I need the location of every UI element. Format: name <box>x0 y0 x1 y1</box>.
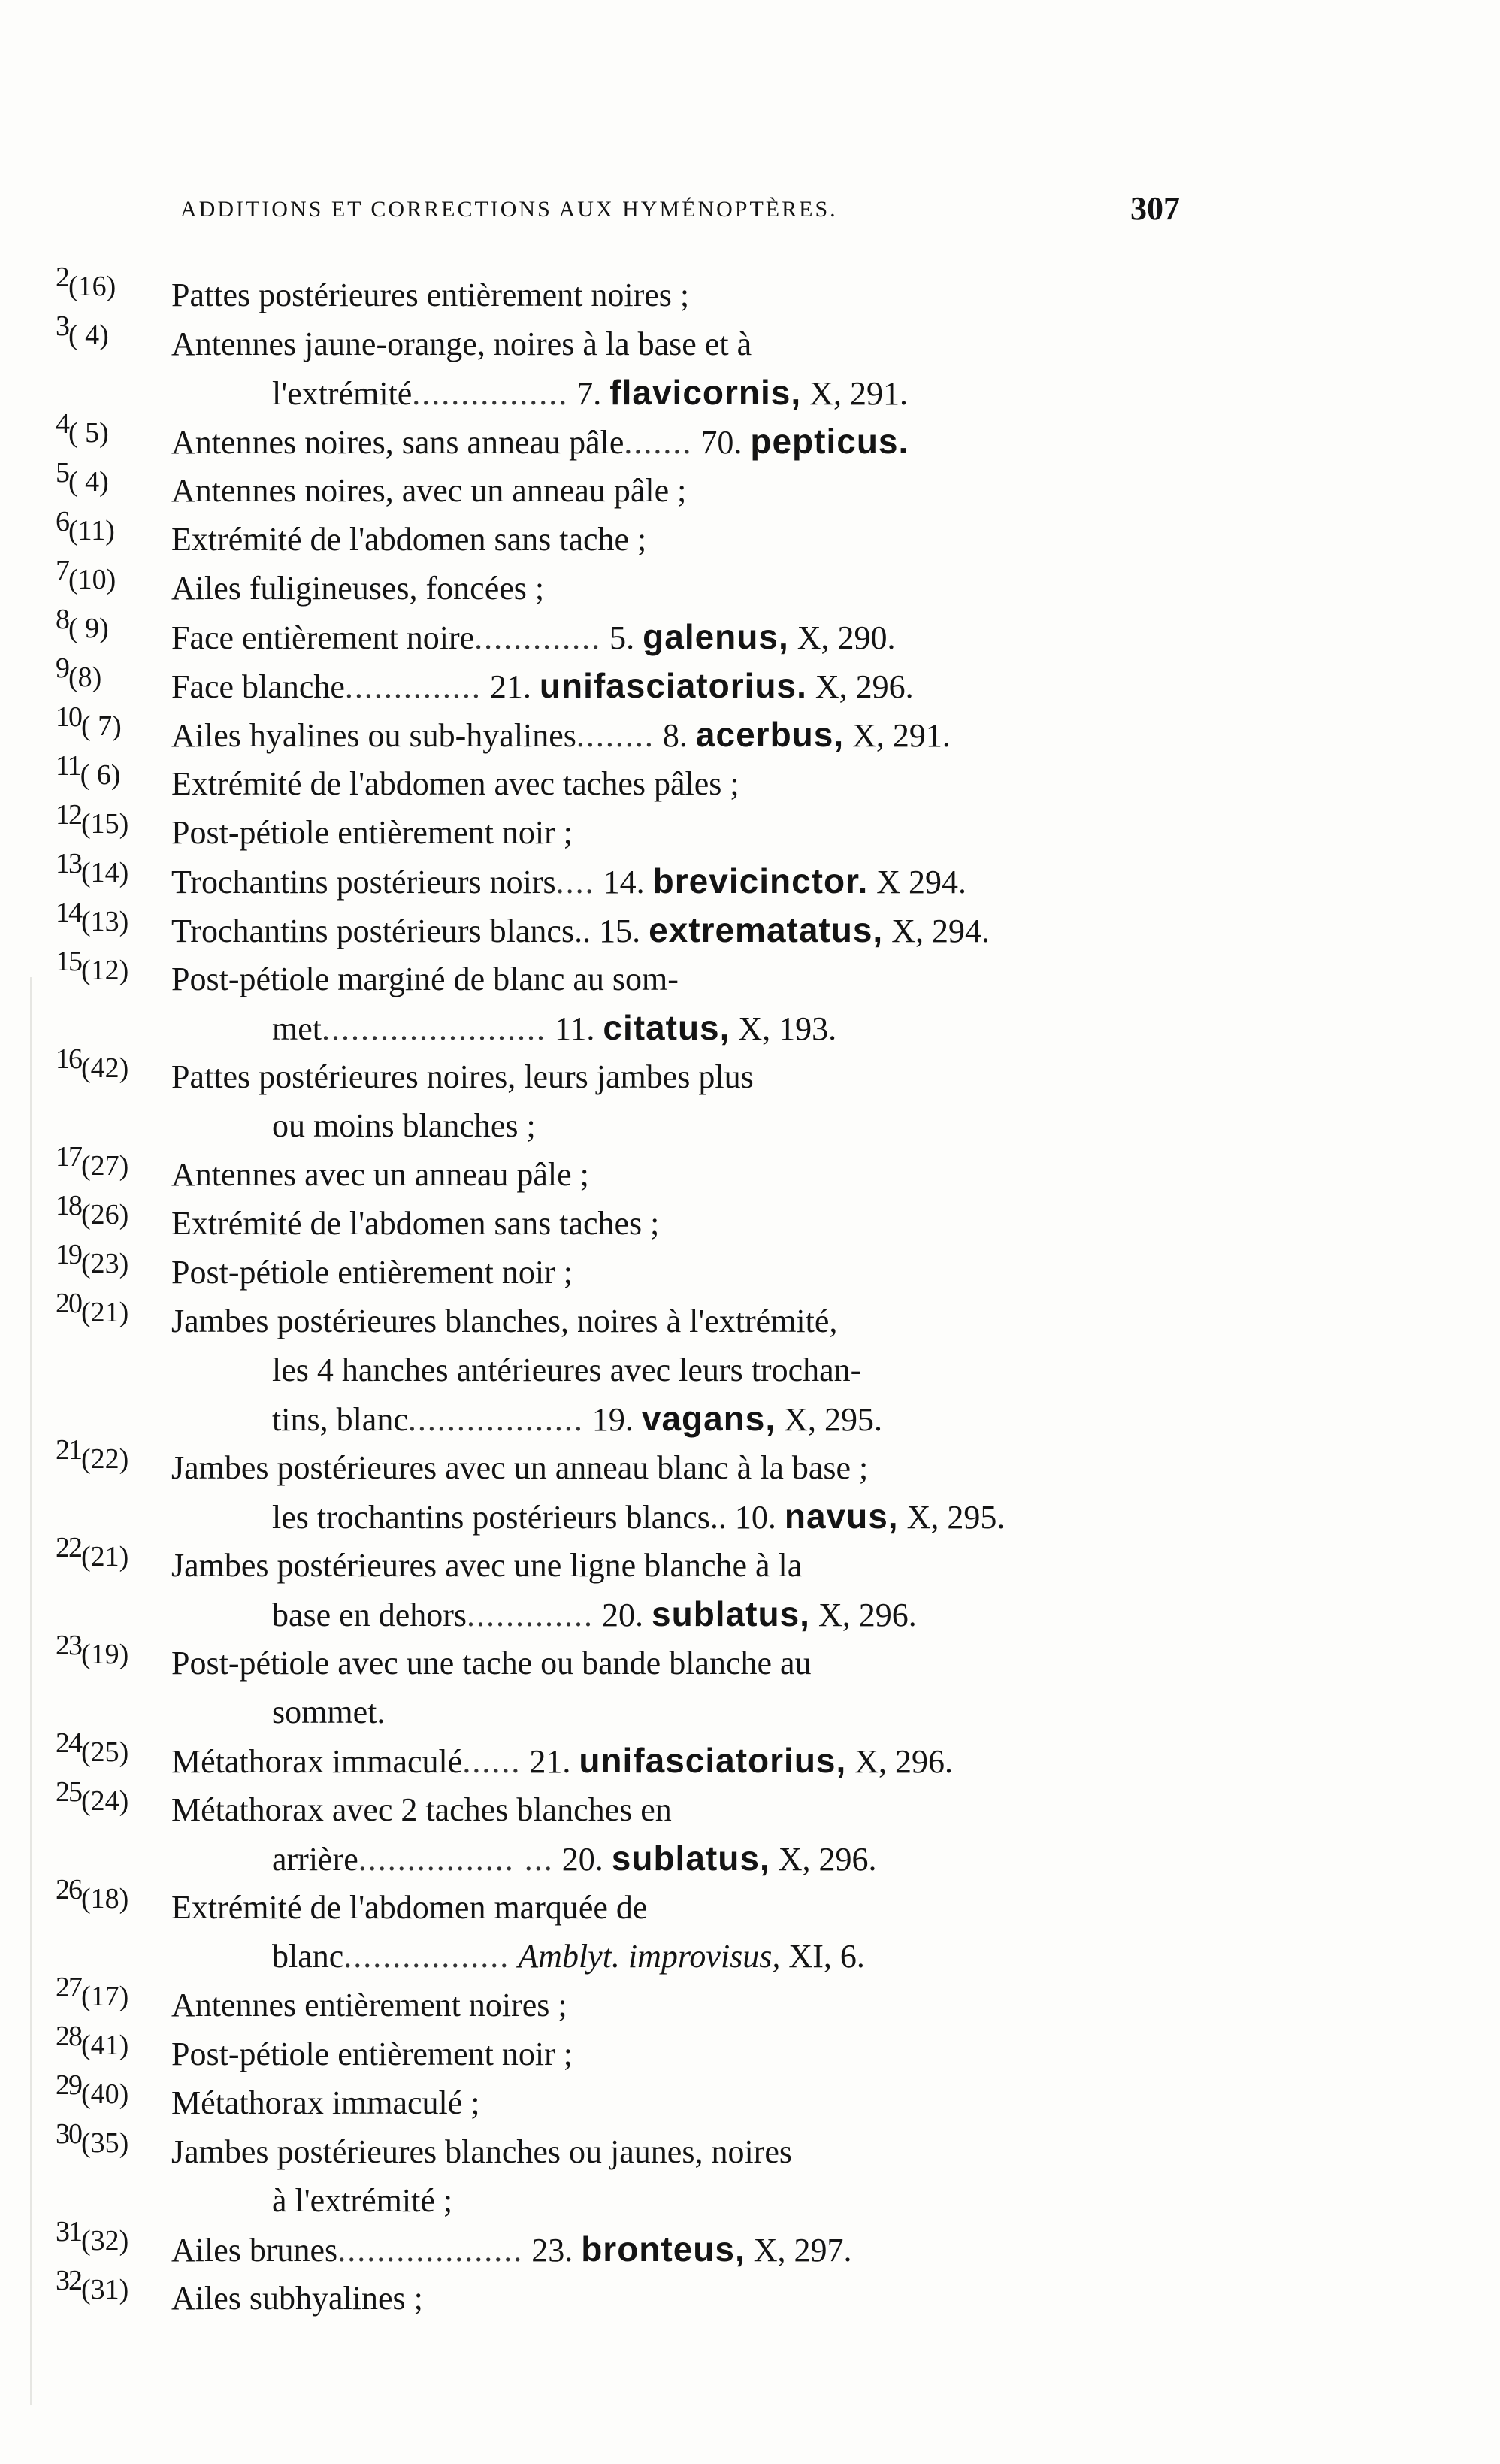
key-couplet-line <box>0 310 1500 368</box>
key-continuation-line <box>0 2176 1500 2225</box>
couplet-number: 28 <box>56 2021 81 2052</box>
key-continuation-line <box>0 1688 1500 1736</box>
couplet-reference <box>56 895 129 946</box>
couplet-number: 4 <box>56 408 68 440</box>
key-text <box>272 1346 861 1394</box>
species-number: 7. <box>576 375 602 412</box>
key-couplet-line <box>0 2118 1500 2176</box>
key-text <box>272 1101 536 1150</box>
character-description: arrière <box>272 1841 358 1878</box>
couplet-number: 16 <box>56 1043 81 1075</box>
couplet-number: 17 <box>56 1141 81 1173</box>
dot-leader: ............. <box>474 619 602 656</box>
key-text <box>171 1443 868 1492</box>
key-text <box>272 1492 1005 1542</box>
couplet-number: 7 <box>56 555 68 586</box>
couplet-number: 21 <box>56 1434 81 1466</box>
couplet-reference <box>56 1628 129 1679</box>
key-text <box>272 1003 836 1053</box>
couplet-reference <box>56 1726 129 1777</box>
couplet-back-reference: (17) <box>81 1981 129 2012</box>
couplet-back-reference: ( 6) <box>80 759 121 791</box>
couplet-number: 22 <box>56 1532 81 1563</box>
key-text <box>171 417 909 467</box>
species-name: citatus, <box>603 1008 730 1047</box>
couplet-reference <box>56 1042 129 1093</box>
couplet-back-reference: (42) <box>81 1052 129 1084</box>
couplet-number: 32 <box>56 2265 81 2296</box>
key-text <box>272 1932 865 1981</box>
key-text <box>171 1736 953 1786</box>
character-description: Antennes noires, avec un anneau pâle ; <box>171 472 687 509</box>
couplet-back-reference: (19) <box>81 1639 129 1670</box>
key-couplet-line <box>0 1532 1500 1590</box>
key-couplet-line <box>0 262 1500 319</box>
species-number: 20. <box>561 1841 603 1878</box>
character-description: à l'extrémité ; <box>272 2182 453 2219</box>
character-description: Ailes hyalines ou sub-hyalines <box>171 717 576 754</box>
key-text <box>171 1981 567 2030</box>
key-text <box>171 661 914 711</box>
species-number: 21. <box>529 1743 571 1780</box>
key-text <box>272 1834 877 1884</box>
character-description: Métathorax immaculé ; <box>171 2084 480 2121</box>
species-number: 14. <box>603 864 645 901</box>
key-continuation-line <box>0 1590 1500 1639</box>
key-text <box>171 1541 802 1590</box>
character-description: Trochantins postérieurs noirs <box>171 864 556 901</box>
couplet-back-reference: (27) <box>81 1150 129 1182</box>
key-text <box>171 466 686 515</box>
couplet-number: 8 <box>56 604 68 635</box>
couplet-back-reference: (24) <box>81 1785 129 1817</box>
character-description: Face entièrement noire <box>171 619 475 656</box>
couplet-back-reference: (26) <box>81 1199 129 1230</box>
species-name: pepticus. <box>750 422 909 461</box>
couplet-number: 5 <box>56 457 68 489</box>
key-text <box>272 368 908 418</box>
running-title: ADDITIONS ET CORRECTIONS AUX HYMÉNOPTÈRES. <box>180 197 838 222</box>
species-name: unifasciatorius. <box>539 666 807 705</box>
key-text <box>171 759 739 808</box>
couplet-back-reference: (25) <box>81 1736 129 1768</box>
key-couplet-line <box>0 1972 1500 2030</box>
couplet-number: 12 <box>56 799 81 831</box>
key-text <box>171 564 544 613</box>
key-couplet-line <box>0 506 1500 564</box>
key-couplet-line <box>0 2216 1500 2274</box>
key-couplet-line <box>0 2021 1500 2078</box>
character-description: Extrémité de l'abdomen marquée de <box>171 1889 648 1926</box>
species-name: bronteus, <box>581 2229 745 2269</box>
couplet-back-reference: (12) <box>81 955 129 986</box>
character-description: Antennes entièrement noires ; <box>171 1987 567 2024</box>
couplet-back-reference: ( 5) <box>68 417 109 449</box>
key-text <box>171 1785 672 1834</box>
key-couplet-line <box>0 555 1500 613</box>
key-couplet-line <box>0 1434 1500 1492</box>
volume-page-reference: X, 295. <box>784 1401 882 1438</box>
couplet-reference <box>56 602 109 653</box>
couplet-back-reference: (41) <box>81 2030 129 2061</box>
couplet-back-reference: (10) <box>68 564 116 595</box>
character-description: Jambes postérieures avec un anneau blanc à la base ; <box>171 1449 869 1486</box>
genus-species-name: Amblyt. improvisus, <box>518 1938 781 1975</box>
volume-page-reference: X, 193. <box>738 1010 837 1047</box>
character-description: Métathorax avec 2 taches blanches en <box>171 1791 672 1828</box>
key-text <box>171 2078 480 2127</box>
key-text <box>272 1590 917 1639</box>
couplet-back-reference: (16) <box>68 271 116 302</box>
couplet-reference <box>56 798 129 849</box>
couplet-reference <box>56 504 115 555</box>
key-text <box>171 808 573 857</box>
couplet-back-reference: ( 4) <box>68 319 109 351</box>
character-description: sommet. <box>272 1694 386 1730</box>
couplet-number: 30 <box>56 2118 81 2150</box>
key-text <box>171 906 990 955</box>
species-number: 8. <box>662 717 688 754</box>
key-couplet-line <box>0 1239 1500 1297</box>
key-text <box>171 1639 812 1688</box>
couplet-number: 18 <box>56 1190 81 1221</box>
key-text <box>272 2176 452 2225</box>
couplet-reference <box>56 2214 129 2266</box>
couplet-back-reference: (15) <box>81 808 129 840</box>
species-number: 19. <box>591 1401 634 1438</box>
dot-leader: ................ ... <box>358 1841 554 1878</box>
key-couplet-line <box>0 604 1500 661</box>
couplet-reference <box>56 846 129 898</box>
key-couplet-line <box>0 2265 1500 2323</box>
character-description: Jambes postérieures avec une ligne blanche à la <box>171 1547 803 1584</box>
dot-leader: ................... <box>337 2232 524 2269</box>
species-number: 5. <box>609 619 635 656</box>
key-text <box>171 710 951 760</box>
character-description: Extrémité de l'abdomen sans taches ; <box>171 1205 660 1242</box>
couplet-number: 2 <box>56 262 68 293</box>
volume-page-reference: X, 297. <box>753 2232 852 2269</box>
species-number: 11. <box>554 1010 595 1047</box>
character-description: Trochantins postérieurs blancs.. <box>171 913 591 949</box>
volume-page-reference: X, 296. <box>815 668 914 705</box>
key-text <box>171 857 966 907</box>
key-continuation-line <box>0 1346 1500 1394</box>
dot-leader: .... <box>555 864 595 901</box>
couplet-reference <box>56 2117 129 2168</box>
character-description: Post-pétiole avec une tache ou bande blanche au <box>171 1645 812 1682</box>
species-number: 70. <box>700 424 742 461</box>
couplet-back-reference: (21) <box>81 1541 129 1573</box>
species-number: 15. <box>599 913 641 949</box>
dot-leader: ...... <box>462 1743 522 1780</box>
species-name: galenus, <box>643 617 789 656</box>
species-name: flavicornis, <box>609 373 802 412</box>
volume-page-reference: XI, 6. <box>788 1938 865 1975</box>
key-couplet-line <box>0 1874 1500 1932</box>
dot-leader: ....... <box>624 424 693 461</box>
couplet-number: 19 <box>56 1239 81 1270</box>
couplet-reference <box>56 1970 129 2021</box>
couplet-number: 27 <box>56 1972 81 2003</box>
volume-page-reference: X, 291. <box>809 375 908 412</box>
couplet-back-reference: (14) <box>81 857 129 888</box>
volume-page-reference: X, 296. <box>854 1743 954 1780</box>
couplet-number: 29 <box>56 2069 81 2101</box>
couplet-reference <box>56 260 116 311</box>
couplet-back-reference: (32) <box>81 2225 129 2257</box>
key-couplet-line <box>0 848 1500 906</box>
couplet-number: 26 <box>56 1874 81 1906</box>
couplet-reference <box>56 1775 129 1826</box>
couplet-back-reference: (22) <box>81 1443 129 1475</box>
character-description: Ailes fuligineuses, foncées ; <box>171 570 545 607</box>
couplet-back-reference: (21) <box>81 1297 129 1328</box>
couplet-reference <box>56 309 109 360</box>
key-text <box>171 2127 792 2176</box>
dot-leader: ................. <box>343 1938 510 1975</box>
key-continuation-line <box>0 368 1500 417</box>
couplet-reference <box>56 700 122 751</box>
character-description: Face blanche <box>171 668 345 705</box>
key-text <box>272 1688 385 1736</box>
volume-page-reference: X, 290. <box>797 619 896 656</box>
couplet-reference <box>56 1872 129 1924</box>
key-couplet-line <box>0 1727 1500 1785</box>
couplet-reference <box>56 2019 129 2070</box>
character-description: Jambes postérieures blanches, noires à l'extrémité, <box>171 1303 838 1339</box>
key-continuation-line <box>0 1394 1500 1443</box>
key-continuation-line <box>0 1932 1500 1981</box>
key-couplet-line <box>0 799 1500 857</box>
dot-leader: .................. <box>407 1401 584 1438</box>
couplet-reference <box>56 1140 129 1191</box>
couplet-reference <box>56 1188 129 1240</box>
couplet-number: 10 <box>56 701 81 733</box>
character-description: Antennes jaune-orange, noires à la base et à <box>171 325 752 362</box>
key-continuation-line <box>0 1003 1500 1052</box>
character-description: Extrémité de l'abdomen sans tache ; <box>171 521 647 558</box>
key-couplet-line <box>0 457 1500 515</box>
volume-page-reference: X, 296. <box>818 1597 917 1633</box>
couplet-number: 31 <box>56 2216 81 2248</box>
key-couplet-line <box>0 652 1500 710</box>
character-description: blanc <box>272 1938 344 1975</box>
species-name: sublatus, <box>652 1594 810 1633</box>
character-description: ou moins blanches ; <box>272 1107 536 1144</box>
couplet-reference <box>56 1286 129 1337</box>
couplet-back-reference: (18) <box>81 1883 129 1915</box>
species-name: acerbus, <box>695 715 845 754</box>
couplet-back-reference: (40) <box>81 2078 129 2110</box>
key-text <box>171 1297 837 1346</box>
character-description: Pattes postérieures entièrement noires ; <box>171 277 690 313</box>
character-description: Pattes postérieures noires, leurs jambes plus <box>171 1058 754 1095</box>
couplet-number: 3 <box>56 310 68 342</box>
character-description: Jambes postérieures blanches ou jaunes, noires <box>171 2133 792 2170</box>
species-number: 20. <box>602 1597 644 1633</box>
couplet-reference <box>56 2263 129 2314</box>
couplet-number: 25 <box>56 1776 81 1808</box>
species-number: 23. <box>531 2232 573 2269</box>
character-description: tins, blanc <box>272 1401 408 1438</box>
key-couplet-line <box>0 1630 1500 1688</box>
key-couplet-line <box>0 750 1500 808</box>
key-couplet-line <box>0 1043 1500 1101</box>
character-description: les trochantins postérieurs blancs.. <box>272 1499 727 1536</box>
key-text <box>171 515 646 564</box>
dot-leader: ........ <box>576 717 655 754</box>
couplet-reference <box>56 2068 129 2119</box>
species-name: extrematatus, <box>649 910 884 949</box>
couplet-reference <box>56 1433 129 1484</box>
couplet-number: 9 <box>56 652 68 684</box>
volume-page-reference: X, 294. <box>891 913 990 949</box>
key-couplet-line <box>0 1141 1500 1199</box>
character-description: l'extrémité <box>272 375 413 412</box>
character-description: Ailes brunes <box>171 2232 338 2269</box>
character-description: Métathorax immaculé <box>171 1743 463 1780</box>
couplet-reference <box>56 1237 129 1288</box>
character-description: Post-pétiole entièrement noir ; <box>171 814 573 851</box>
couplet-reference <box>56 1530 129 1582</box>
species-name: vagans, <box>641 1399 776 1438</box>
volume-page-reference: X, 291. <box>852 717 951 754</box>
couplet-number: 20 <box>56 1288 81 1319</box>
key-text <box>171 319 752 368</box>
key-couplet-line <box>0 1776 1500 1834</box>
couplet-number: 14 <box>56 897 81 928</box>
couplet-number: 11 <box>56 750 80 782</box>
couplet-reference <box>56 651 101 702</box>
key-text <box>171 955 679 1003</box>
key-text <box>171 1883 647 1932</box>
couplet-reference <box>56 407 109 458</box>
couplet-back-reference: (13) <box>81 906 129 937</box>
species-number: 10. <box>734 1499 776 1536</box>
key-text <box>171 613 896 662</box>
couplet-back-reference: ( 4) <box>68 466 109 498</box>
couplet-number: 13 <box>56 848 81 879</box>
character-description: Post-pétiole entièrement noir ; <box>171 1254 573 1291</box>
couplet-reference <box>56 749 120 800</box>
key-couplet-line <box>0 1288 1500 1346</box>
key-text <box>171 271 689 319</box>
page-header <box>180 190 1180 242</box>
key-text <box>171 2030 573 2078</box>
key-couplet-line <box>0 408 1500 466</box>
character-description: Extrémité de l'abdomen avec taches pâles ; <box>171 765 739 802</box>
couplet-number: 6 <box>56 506 68 537</box>
character-description: les 4 hanches antérieures avec leurs trochan- <box>272 1352 862 1388</box>
character-description: Post-pétiole entièrement noir ; <box>171 2036 573 2072</box>
couplet-reference <box>56 553 116 604</box>
key-continuation-line <box>0 1101 1500 1150</box>
key-couplet-line <box>0 2069 1500 2127</box>
species-name: brevicinctor. <box>652 861 869 901</box>
key-text <box>171 1199 659 1248</box>
key-couplet-line <box>0 946 1500 1003</box>
character-description: Post-pétiole marginé de blanc au som- <box>171 961 679 997</box>
couplet-reference <box>56 456 109 507</box>
dot-leader: ............. <box>467 1597 594 1633</box>
key-continuation-line <box>0 1834 1500 1883</box>
couplet-reference <box>56 944 129 995</box>
character-description: base en dehors <box>272 1597 467 1633</box>
couplet-back-reference: (35) <box>81 2127 129 2159</box>
key-text <box>171 1248 573 1297</box>
dot-leader: ................ <box>412 375 569 412</box>
key-couplet-line <box>0 1190 1500 1248</box>
character-description: Antennes noires, sans anneau pâle <box>171 424 624 461</box>
page-number: 307 <box>1130 190 1180 227</box>
key-text <box>171 1052 754 1101</box>
dot-leader: .............. <box>344 668 482 705</box>
couplet-back-reference: (31) <box>81 2274 129 2305</box>
volume-page-reference: X, 296. <box>778 1841 877 1878</box>
couplet-number: 23 <box>56 1630 81 1661</box>
character-description: Antennes avec un anneau pâle ; <box>171 1156 589 1193</box>
key-text <box>171 2274 423 2323</box>
dot-leader: ....................... <box>321 1010 546 1047</box>
species-number: 21. <box>489 668 531 705</box>
species-name: unifasciatorius, <box>579 1741 847 1780</box>
couplet-back-reference: (23) <box>81 1248 129 1279</box>
key-text <box>272 1394 882 1444</box>
volume-page-reference: X 294. <box>876 864 967 901</box>
volume-page-reference: X, 295. <box>906 1499 1006 1536</box>
key-continuation-line <box>0 1492 1500 1541</box>
character-description: Ailes subhyalines ; <box>171 2280 423 2317</box>
couplet-number: 24 <box>56 1727 81 1759</box>
identification-key <box>0 262 1500 2323</box>
species-name: sublatus, <box>611 1839 770 1878</box>
couplet-back-reference: ( 7) <box>81 710 122 742</box>
character-description: met <box>272 1010 322 1047</box>
key-text <box>171 1150 589 1199</box>
couplet-back-reference: (8) <box>68 661 102 693</box>
couplet-back-reference: ( 9) <box>68 613 109 644</box>
species-name: navus, <box>784 1497 899 1536</box>
key-text <box>171 2225 852 2275</box>
couplet-back-reference: (11) <box>68 515 115 546</box>
couplet-number: 15 <box>56 946 81 977</box>
key-couplet-line <box>0 897 1500 955</box>
key-couplet-line <box>0 701 1500 759</box>
